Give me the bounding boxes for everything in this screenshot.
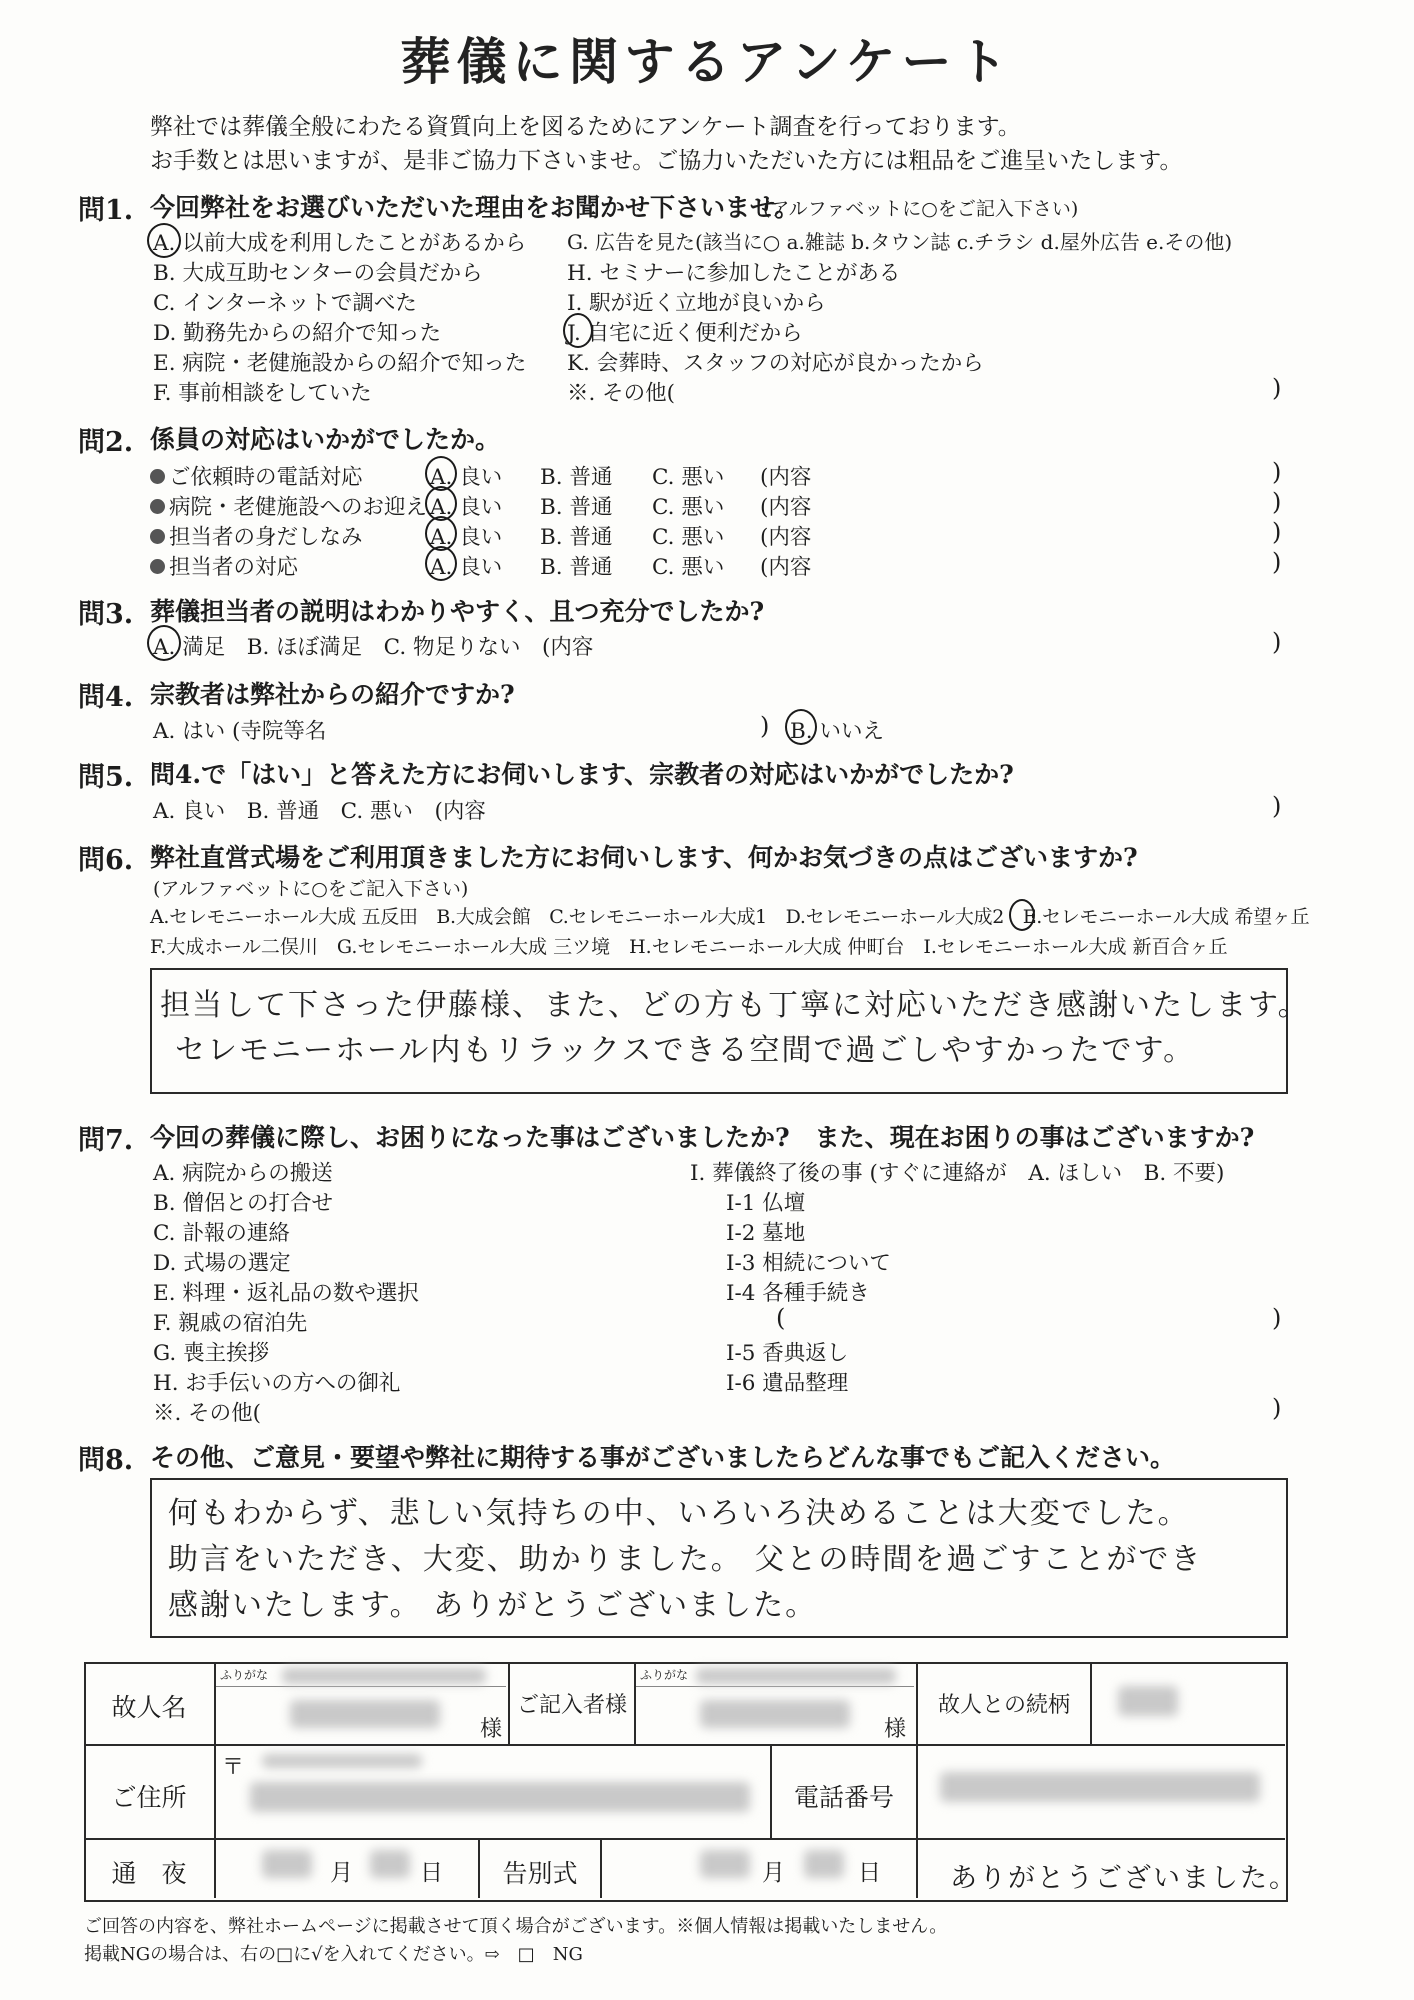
q2-row-2-opt-b[interactable]: B. 普通 [540,495,613,520]
deceased-name-label: 故人名 [111,1693,187,1722]
redacted-furigana [696,1668,896,1684]
furigana-divider [216,1686,506,1687]
q5-question: 問4.で「はい」と答えた方にお伺いします、宗教者の対応はいかがでしたか? [150,760,1014,789]
redacted-relation[interactable] [1118,1686,1178,1716]
q1-option-d[interactable]: D. 勤務先からの紹介で知った [153,321,442,346]
q6-note: (アルファベットに○をご記入下さい) [153,878,469,900]
answer-circle-q4-b [785,709,817,745]
q2-row-3-close: ) [1272,518,1282,546]
q3-options[interactable]: A. 満足 B. ほぼ満足 C. 物足りない (内容 [153,635,594,660]
q8-label: 問8. [78,1445,134,1476]
q5-close: ) [1272,792,1282,820]
q2-row-2-label: 病院・老健施設へのお迎え [169,495,428,520]
q7-option-i[interactable]: I. 葬儀終了後の事 (すぐに連絡が A. ほしい B. 不要) [690,1161,1225,1186]
q7-option-e[interactable]: E. 料理・返礼品の数や選択 [153,1281,419,1306]
bullet-icon [150,529,165,544]
bullet-icon [150,499,165,514]
q2-row-1-opt-a[interactable]: A. 良い [430,465,503,490]
q2-row-4-label: 担当者の対応 [169,555,299,580]
q2-row-3-content[interactable]: (内容 [760,525,812,550]
q2-row-1-label: ご依頼時の電話対応 [169,465,363,490]
redacted-postal[interactable] [262,1754,422,1768]
q7-option-f[interactable]: F. 親戚の宿泊先 [153,1311,308,1336]
intro-line-1: 弊社では葬儀全般にわたる資質向上を図るためにアンケート調査を行っております。 [150,114,1021,140]
q6-venues-row-1[interactable]: A.セレモニーホール大成 五反田 B.大成会館 C.セレモニーホール大成1 D.セレモニーホール大成2 E.セレモニーホール大成 希望ヶ丘 [150,906,1310,928]
q2-row-1 [150,460,363,491]
q6-answer-line-1: 担当して下さった伊藤様、また、どの方も丁寧に対応いただき感謝いたします。 [160,988,1310,1023]
q5-options[interactable]: A. 良い B. 普通 C. 悪い (内容 [153,799,486,824]
q2-row-1-content[interactable]: (内容 [760,465,812,490]
q7-option-h[interactable]: H. お手伝いの方への御礼 [153,1371,401,1396]
answer-circle-q2-4 [425,546,457,581]
q2-row-4-opt-c[interactable]: C. 悪い [652,555,725,580]
q7-other-close: ) [1272,1394,1282,1422]
writer-name-label: ご記入者様 [516,1693,627,1718]
furigana-divider [636,1686,914,1687]
q2-row-3-label: 担当者の身だしなみ [169,525,363,550]
redacted-furigana [282,1668,486,1684]
table-col-divider [1090,1662,1092,1746]
q1-label: 問1. [78,195,134,226]
q2-row-4-close: ) [1272,548,1282,576]
farewell-month-unit: 月 [762,1860,785,1886]
q2-row-2-close: ) [1272,488,1282,516]
farewell-day-unit: 日 [858,1860,881,1886]
redacted-deceased-name[interactable] [290,1700,440,1728]
q4-option-b[interactable]: B. いいえ [790,719,884,744]
q2-row-2-opt-c[interactable]: C. 悪い [652,495,725,520]
q6-label: 問6. [78,845,134,876]
q2-row-4-opt-b[interactable]: B. 普通 [540,555,613,580]
q8-question: その他、ご意見・要望や弊社に期待する事がございましたらどんな事でもご記入ください。 [150,1443,1176,1472]
q3-question: 葬儀担当者の説明はわかりやすく、且つ充分でしたか? [150,597,765,626]
relation-label: 故人との続柄 [937,1693,1070,1718]
intro-line-2: お手数とは思いますが、是非ご協力下さいませ。ご協力いただいた方には粗品をご進呈いたします。 [150,148,1183,174]
q2-row-3 [150,520,363,551]
q8-answer-line-1: 何もわからず、悲しい気持ちの中、いろいろ決めることは大変でした。 [168,1496,1190,1531]
table-row-divider [84,1744,1285,1746]
q7-option-i5[interactable]: I-5 香典返し [726,1341,849,1366]
q1-note: (アルファベットに○をご記入下さい) [763,198,1079,220]
thanks-message: ありがとうございました。 [950,1863,1298,1894]
q2-row-4 [150,550,298,581]
redacted-address[interactable] [250,1782,750,1812]
redacted-wake-month[interactable] [262,1850,312,1878]
q7-i4-close: ) [1272,1304,1282,1332]
q6-question: 弊社直営式場をご利用頂きました方にお伺いします、何かお気づきの点はございますか? [150,843,1138,872]
wake-day-unit: 日 [420,1860,443,1886]
q2-row-2-content[interactable]: (内容 [760,495,812,520]
q7-option-a[interactable]: A. 病院からの搬送 [153,1161,333,1186]
q1-option-a[interactable]: A. 以前大成を利用したことがあるから [153,231,527,256]
answer-circle-q1-a [147,223,181,258]
q1-option-g[interactable]: G. 広告を見た(該当に○ a.雑誌 b.タウン誌 c.チラシ d.屋外広告 e.その他) [567,230,1233,254]
q1-option-other[interactable]: ※. その他( [567,381,676,406]
bullet-icon [150,469,165,484]
q2-row-1-close: ) [1272,458,1282,486]
q2-row-3-opt-c[interactable]: C. 悪い [652,525,725,550]
q1-option-e[interactable]: E. 病院・老健施設からの紹介で知った [153,351,527,376]
q1-option-i[interactable]: I. 駅が近く立地が良いから [567,291,826,316]
answer-circle-q1-j [563,313,593,348]
q7-option-g[interactable]: G. 喪主挨拶 [153,1341,270,1366]
q3-label: 問3. [78,599,134,630]
table-row-divider [84,1838,1285,1840]
q2-row-3-opt-a[interactable]: A. 良い [430,525,503,550]
q2-row-2 [150,490,427,521]
postal-mark: 〒 [222,1755,245,1780]
q7-option-d[interactable]: D. 式場の選定 [153,1251,291,1276]
q2-row-1-opt-b[interactable]: B. 普通 [540,465,613,490]
q2-row-4-content[interactable]: (内容 [760,555,812,580]
table-col-divider [916,1744,918,1840]
q1-option-f[interactable]: F. 事前相談をしていた [153,381,372,406]
answer-circle-q3-a [147,625,181,661]
q7-option-i3[interactable]: I-3 相続について [726,1251,891,1276]
wake-label: 通 夜 [111,1859,187,1888]
q2-row-4-opt-a[interactable]: A. 良い [430,555,503,580]
q2-row-3-opt-b[interactable]: B. 普通 [540,525,613,550]
deceased-sama: 様 [480,1717,503,1742]
footer-line-2: 掲載NGの場合は、右の□に√を入れてください。⇨ □ NG [84,1944,583,1965]
q7-option-i1[interactable]: I-1 仏壇 [726,1191,806,1216]
q7-option-b[interactable]: B. 僧侶との打合せ [153,1191,333,1216]
q4-label: 問4. [78,682,134,713]
writer-sama: 様 [884,1717,907,1742]
furigana-label-writer: ふりがな [640,1668,689,1682]
ng-checkbox[interactable] [580,1938,600,1958]
footer-line-1: ご回答の内容を、弊社ホームページに掲載させて頂く場合がございます。※個人情報は掲載いたしません。 [84,1916,948,1937]
q1-other-close: ) [1272,374,1282,402]
q1-question: 今回弊社をお選びいただいた理由をお聞かせ下さいませ。 [150,193,800,222]
q7-option-i4[interactable]: I-4 各種手続き [726,1281,870,1306]
bullet-icon [150,559,165,574]
address-label: ご住所 [111,1783,187,1812]
q1-option-k[interactable]: K. 会葬時、スタッフの対応が良かったから [567,351,984,376]
table-col-divider [214,1662,216,1898]
table-col-divider [600,1838,602,1898]
q7-option-other[interactable]: ※. その他( [153,1401,262,1426]
q7-option-i2[interactable]: I-2 墓地 [726,1221,806,1246]
page-title: 葬儀に関するアンケート [400,32,1014,91]
q7-question: 今回の葬儀に際し、お困りになった事はございましたか? また、現在お困りの事はございますか? [150,1123,1255,1152]
q5-label: 問5. [78,762,134,793]
furigana-label-deceased: ふりがな [220,1668,269,1682]
q6-venues-row-2[interactable]: F.大成ホール二俣川 G.セレモニーホール大成 三ツ境 H.セレモニーホール大成 仲町台 I.セレモニーホール大成 新百合ヶ丘 [150,936,1228,958]
redacted-phone[interactable] [940,1772,1260,1802]
q2-label: 問2. [78,427,134,458]
q1-option-h[interactable]: H. セミナーに参加したことがある [567,261,901,286]
q1-option-j[interactable]: J. 自宅に近く便利だから [567,321,803,346]
farewell-label: 告別式 [502,1859,578,1888]
q2-row-2-opt-a[interactable]: A. 良い [430,495,503,520]
q7-i4-open: ( [776,1304,786,1332]
q7-option-i6[interactable]: I-6 遺品整理 [726,1371,849,1396]
q7-label: 問7. [78,1125,134,1156]
q8-answer-line-3: 感謝いたします。 ありがとうございました。 [168,1588,818,1623]
redacted-farewell-day[interactable] [804,1850,844,1878]
q4-option-a[interactable]: A. はい (寺院等名 [153,719,327,744]
redacted-farewell-month[interactable] [700,1850,750,1878]
q4-question: 宗教者は弊社からの紹介ですか? [150,680,515,709]
q1-option-b[interactable]: B. 大成互助センターの会員だから [153,261,483,286]
q2-row-1-opt-c[interactable]: C. 悪い [652,465,725,490]
q2-question: 係員の対応はいかがでしたか。 [150,425,501,454]
q1-option-c[interactable]: C. インターネットで調べた [153,291,417,316]
q3-close: ) [1272,628,1282,656]
phone-label: 電話番号 [793,1783,894,1812]
wake-month-unit: 月 [330,1860,353,1886]
table-col-divider [916,1838,918,1898]
answer-circle-q6-e [1009,899,1035,931]
q8-answer-line-2: 助言をいただき、大変、助かりました。 父との時間を過ごすことができ [168,1542,1203,1577]
q7-option-c[interactable]: C. 訃報の連絡 [153,1221,290,1246]
table-col-divider [634,1662,636,1746]
redacted-writer-name[interactable] [700,1700,850,1728]
q6-answer-line-2: セレモニーホール内もリラックスできる空間で過ごしやすかったです。 [175,1033,1196,1068]
redacted-wake-day[interactable] [370,1850,410,1878]
q4-close: ) [760,712,770,740]
